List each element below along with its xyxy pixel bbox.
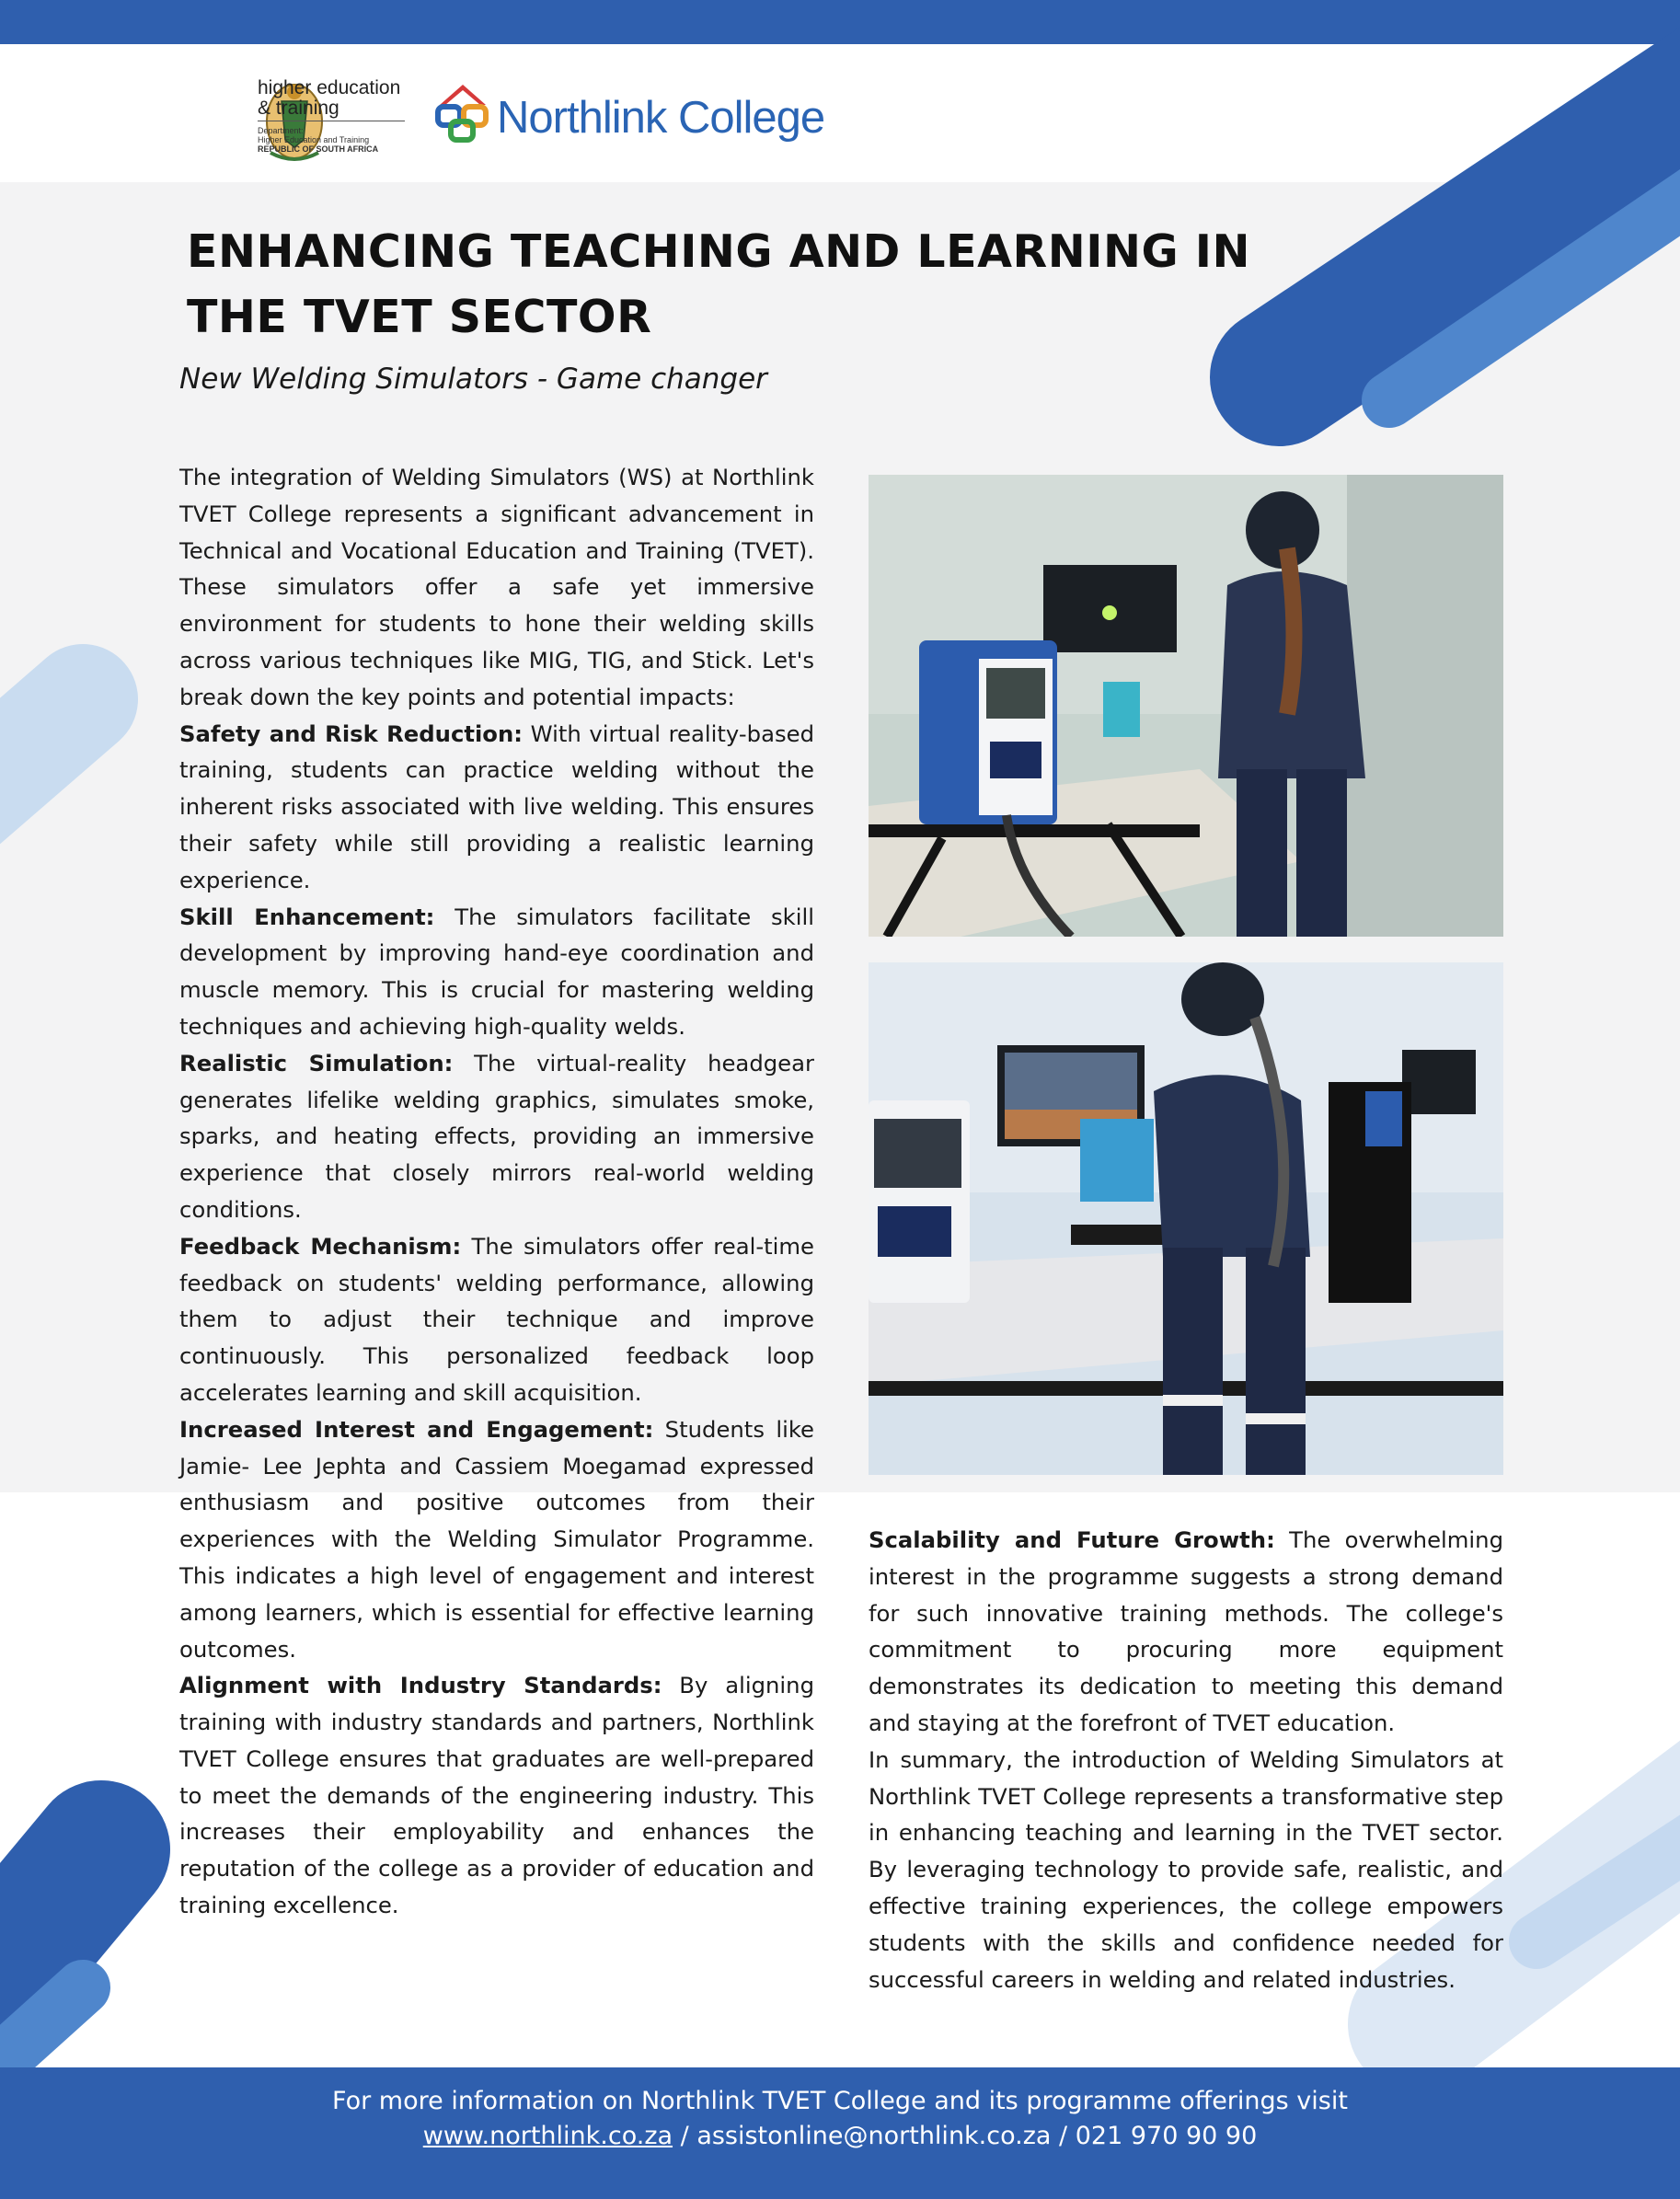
footer-info-text: For more information on Northlink TVET College and its programme offerings visit [332,2087,1348,2115]
page-subtitle: New Welding Simulators - Game changer [179,363,767,396]
point-text: Students like Jamie- Lee Jephta and Cassiem Moegamad expressed enthusiasm and positive outcomes from their experiences with the Welding Simulator Programme. This indicates a high level of engagement and interest among learners, which is essential for effective learning outcomes. [179,1415,815,1663]
article-left-column [179,459,814,1924]
email-contact[interactable]: assistonline@northlink.co.za [696,2122,1052,2150]
point-heading: Scalability and Future Growth: [869,1526,1275,1553]
title-line1: ENHANCING TEACHING AND LEARNING IN [187,225,1250,278]
contact-separator: / [1051,2122,1076,2150]
page-title [187,219,1291,350]
dhet-logo-small1: Department: [258,126,304,135]
point-text: The simulators offer real-time feedback on students' welding performance, allowing them to adjust their technique and improve continuously. This personalized feedback loop accelerates learning and skill acquisition. [179,1232,814,1406]
point-heading: Feedback Mechanism: [179,1232,462,1260]
title-line2: THE TVET SECTOR [187,291,652,343]
summary-paragraph: In summary, the introduction of Welding Simulators at Northlink TVET College represents a transformative step in enhancing teaching and learning in the TVET sector. By leveraging technology to provide safe, realistic, and effective training experiences, the college empowers students with the skills and confidence needed for successful careers in welding and related industries. [869,1745,1503,1993]
point-heading: Skill Enhancement: [179,903,435,930]
point-paragraph [179,716,814,899]
point-text: The simulators facilitate skill development by improving hand-eye coordination and muscle memory. This is crucial for mastering welding techniques and achieving high-quality welds. [179,903,814,1040]
welding-simulator-photo-1 [869,475,1503,937]
website-link[interactable]: www.northlink.co.za [422,2122,673,2150]
dhet-logo-small2: Higher Education and Training [258,135,370,144]
point-heading: Increased Interest and Engagement: [179,1415,654,1443]
welding-simulator-photo-2 [869,962,1503,1475]
point-paragraph [179,1411,814,1668]
northlink-logo-text: Northlink College [497,93,825,143]
intro-paragraph: The integration of Welding Simulators (WS) at Northlink TVET College represents a significant advancement in Technical and Vocational Education and Training (TVET). These simulators offer a safe yet immersive environment for students to hone their welding skills across various techniques like MIG, TIG, and Stick. Let's break down the key points and potential impacts: [179,464,814,710]
contact-separator: / [673,2122,697,2150]
article-right-column [869,1522,1503,1998]
point-paragraph [179,1667,814,1924]
point-paragraph [179,899,814,1045]
dhet-logo-line1: higher education [258,77,401,98]
footer-contacts [0,2122,1680,2150]
point-text: The overwhelming interest in the programme suggests a strong demand for such innovative training methods. The college's commitment to procuring more equipment demonstrates its dedication to meeting this demand and staying at the forefront of TVET education. [869,1526,1504,1736]
point-text: The virtual-reality headgear generates lifelike welding graphics, simulates smoke, sparks, and heating effects, providing an immersive experience that closely mirrors real-world welding conditions. [179,1049,814,1223]
northlink-logo-icon [432,81,493,145]
point-text: With virtual reality-based training, students can practice welding without the inherent risks associated with live welding. This ensures their safety while still providing a realistic learning experience. [179,720,814,893]
point-heading: Realistic Simulation: [179,1049,454,1076]
dhet-logo-line2: & training [258,98,339,119]
point-heading: Alignment with Industry Standards: [179,1672,662,1699]
point-paragraph [869,1522,1503,1742]
phone-contact[interactable]: 021 970 90 90 [1075,2122,1258,2150]
dhet-logo-small3: REPUBLIC OF SOUTH AFRICA [258,144,379,154]
point-text: By aligning training with industry standards and partners, Northlink TVET College ensures that graduates are well-prepared to meet the demands of the engineering industry. This increases their employability and enhances the reputation of the college as a provider of education and training excellence. [179,1672,815,1919]
point-paragraph [179,1228,814,1411]
point-heading: Safety and Risk Reduction: [179,720,524,747]
point-paragraph [179,1045,814,1228]
